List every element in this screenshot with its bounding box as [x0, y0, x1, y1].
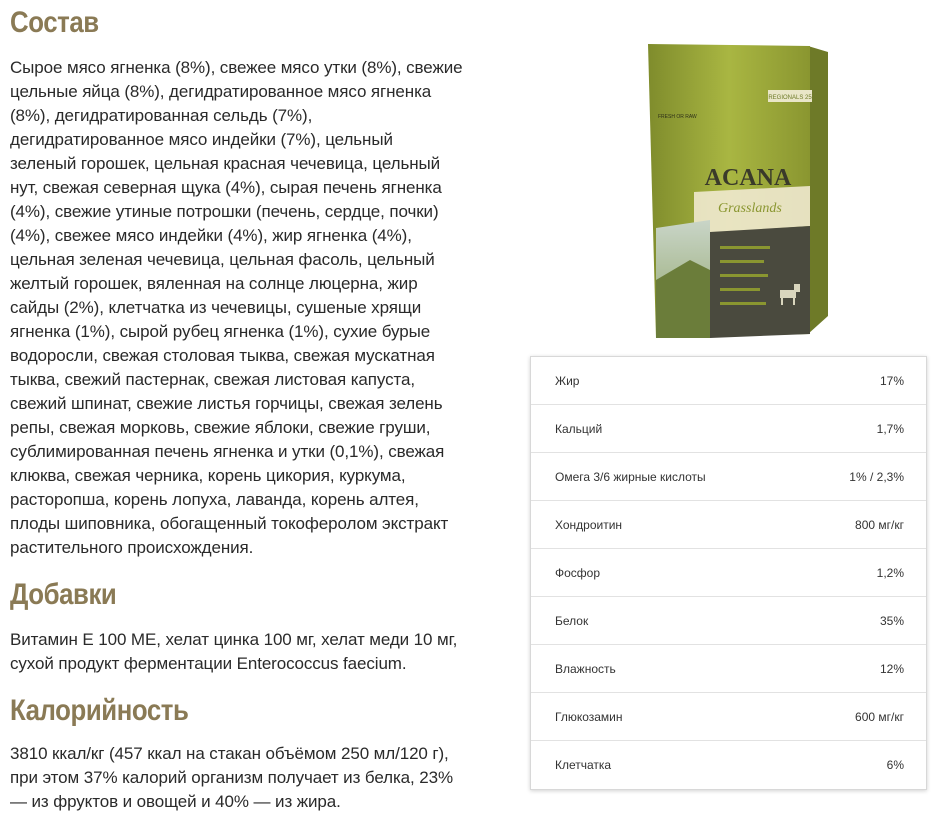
nutrient-value: 1,7%: [876, 421, 904, 436]
table-row: [531, 405, 926, 453]
table-row: [531, 549, 926, 597]
nutrient-name: Клетчатка: [555, 757, 612, 772]
text-line: сухой продукт ферментации Enterococcus faecium.: [10, 654, 407, 673]
nutrient-name: Омега 3/6 жирные кислоты: [555, 469, 706, 484]
text-line: цельная зеленая чечевица, цельная фасоль, цельный: [10, 250, 435, 269]
text-line: ягненка (1%), сырой рубец ягненка (1%), сухие бурые: [10, 322, 431, 341]
nutrient-value: 35%: [879, 613, 904, 628]
brand-name: ACANA: [704, 165, 792, 191]
text-line: 3810 ккал/кг (457 ккал на стакан объёмом 250 мл/120 г),: [10, 744, 449, 763]
nutrient-value: 17%: [879, 373, 904, 388]
nutrient-name: Влажность: [555, 661, 616, 676]
composition-text: [10, 56, 510, 560]
text-line: Сырое мясо ягненка (8%), свежее мясо утки (8%), свежие: [10, 58, 463, 77]
text-line: плоды шиповника, обогащенный токоферолом экстракт: [10, 514, 449, 533]
product-bag-svg: [630, 20, 840, 350]
text-line: при этом 37% калорий организм получает из белка, 23%: [10, 768, 453, 787]
nutrient-name: Глюкозамин: [555, 709, 623, 724]
additives-heading: Добавки: [10, 578, 117, 611]
text-line: клюква, свежая черника, корень цикория, куркума,: [10, 466, 406, 485]
text-line: нут, свежая северная щука (4%), сырая печень ягненка: [10, 178, 442, 197]
text-line: (4%), свежее мясо индейки (4%), жир ягненка (4%),: [10, 226, 412, 245]
text-line: свежий шпинат, свежие листья горчицы, свежая зелень: [10, 394, 443, 413]
text-line: Витамин Е 100 МЕ, хелат цинка 100 мг, хелат меди 10 мг,: [10, 630, 458, 649]
nutrient-name: Хондроитин: [555, 517, 623, 532]
table-row: [531, 453, 926, 501]
text-line: — из фруктов и овощей и 40% — из жира.: [10, 792, 341, 811]
table-row: [531, 357, 926, 405]
table-row: [531, 597, 926, 645]
text-line: желтый горошек, вяленная на солнце люцерна, жир: [10, 274, 418, 293]
text-line: растительного происхождения.: [10, 538, 254, 557]
bag-subtitle: FRESH OR RAW: [658, 114, 697, 120]
badge-text: REGIONALS 25: [768, 95, 812, 101]
nutrient-value: 800 мг/кг: [855, 517, 904, 532]
table-row: [531, 693, 926, 741]
nutrient-name: Фосфор: [555, 565, 601, 580]
nutrient-name: Белок: [555, 613, 589, 628]
text-line: зеленый горошек, цельная красная чечевица, цельный: [10, 154, 441, 173]
bag-side: [808, 46, 828, 334]
text-line: сублимированная печень ягненка и утки (0,1%), свежая: [10, 442, 445, 461]
additives-text: [10, 628, 510, 676]
nutrient-value: 6%: [886, 757, 904, 772]
text-line: цельные яйца (8%), дегидратированное мясо ягненка: [10, 82, 432, 101]
composition-heading: Состав: [10, 6, 99, 39]
nutrient-value: 1% / 2,3%: [849, 469, 904, 484]
nutrient-value: 600 мг/кг: [855, 709, 904, 724]
text-line: (8%), дегидратированная сельдь (7%),: [10, 106, 313, 125]
text-line: дегидратированное мясо индейки (7%), цельный: [10, 130, 393, 149]
text-line: репы, свежая морковь, свежие яблоки, свежие груши,: [10, 418, 431, 437]
table-row: [531, 501, 926, 549]
nutrient-name: Кальций: [555, 421, 603, 436]
bottom-panel: [710, 226, 810, 338]
nutrient-table: [530, 356, 927, 790]
nutrient-value: 1,2%: [876, 565, 904, 580]
product-bag-image: [630, 20, 840, 350]
nutrient-name: Жир: [555, 373, 580, 388]
text-line: водоросли, свежая столовая тыква, свежая мускатная: [10, 346, 435, 365]
text-line: расторопша, корень лопуха, лаванда, корень алтея,: [10, 490, 419, 509]
table-row: [531, 741, 926, 788]
product-line-name: Grasslands: [718, 201, 782, 216]
calories-heading: Калорийность: [10, 694, 189, 727]
calories-text: [10, 742, 510, 814]
text-line: тыква, свежий пастернак, свежая листовая капуста,: [10, 370, 415, 389]
table-row: [531, 645, 926, 693]
nutrient-value: 12%: [879, 661, 904, 676]
text-line: (4%), свежие утиные потрошки (печень, сердце, почки): [10, 202, 439, 221]
text-line: сайды (2%), клетчатка из чечевицы, сушеные хрящи: [10, 298, 422, 317]
